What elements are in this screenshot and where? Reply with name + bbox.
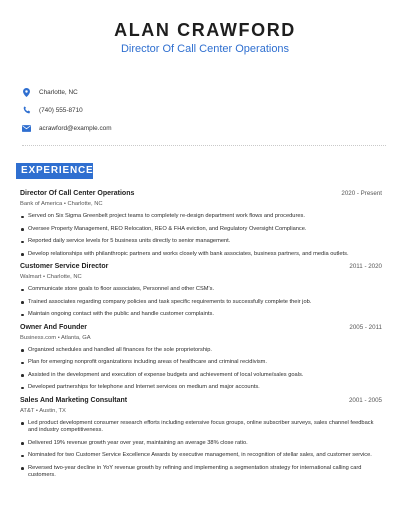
list-item: Reversed two-year decline in YoY revenue growth by refining and implementing a segmentation strategy for international calling card customers. bbox=[20, 465, 382, 480]
job-title: Sales And Marketing Consultant bbox=[20, 396, 128, 404]
candidate-name: ALAN CRAWFORD bbox=[114, 20, 296, 40]
job-bullets bbox=[20, 347, 382, 392]
contact-phone bbox=[22, 101, 112, 119]
list-item: Led product development consumer research efforts including extensive focus groups, online subscriber surveys, sales channel feedback and industry competitiveness. bbox=[20, 420, 382, 435]
list-item: Maintain ongoing contact with the public and handle customer complaints. bbox=[20, 311, 382, 319]
job-bullets bbox=[20, 286, 382, 319]
email-icon bbox=[22, 124, 31, 133]
location-text: Charlotte, NC bbox=[39, 88, 78, 96]
job-employer: Bank of America • Charlotte, NC bbox=[20, 201, 103, 207]
list-item: Oversee Property Management, REO Relocation, REO & FHA eviction, and Regulatory Oversight Compliance. bbox=[20, 226, 382, 234]
experience-list bbox=[20, 190, 382, 485]
list-item: Served on Six Sigma Greenbelt project teams to completely re-design department work flows and procedures. bbox=[20, 213, 382, 221]
list-item: Plan for emerging nonprofit organizations including areas of healthcare and criminal recidivism. bbox=[20, 359, 382, 367]
phone-text: (740) 555-8710 bbox=[39, 106, 83, 114]
list-item: Delivered 19% revenue growth year over year, maintaining an average 38% close ratio. bbox=[20, 440, 382, 448]
contact-list bbox=[22, 83, 112, 137]
job-dates: 2001 - 2005 bbox=[348, 396, 382, 404]
job-title: Owner And Founder bbox=[20, 323, 88, 331]
job-entry bbox=[20, 397, 382, 480]
list-item: Developed partnerships for telephone and Internet services on medium and major accounts. bbox=[20, 384, 382, 392]
job-dates: 2020 - Present bbox=[341, 190, 382, 197]
job-entry bbox=[20, 263, 382, 319]
job-dates: 2011 - 2020 bbox=[349, 263, 382, 270]
list-item: Organized schedules and handled all finances for the sole proprietorship. bbox=[20, 347, 382, 355]
experience-heading: EXPERIENCE bbox=[16, 163, 93, 179]
job-bullets bbox=[20, 420, 382, 480]
job-bullets bbox=[20, 213, 382, 258]
email-text: acrawford@example.com bbox=[39, 124, 112, 132]
list-item: Assisted in the development and execution of expense budgets and achievement of local volume/sales goals. bbox=[20, 372, 382, 380]
list-item: Reported daily service levels for 5 business units directly to senior management. bbox=[20, 238, 382, 246]
job-employer: Walmart • Charlotte, NC bbox=[20, 274, 82, 280]
list-item: Communicate store goals to floor associates, Personnel and other CSM's. bbox=[20, 286, 382, 294]
job-title: Customer Service Director bbox=[20, 263, 109, 270]
contact-location bbox=[22, 83, 112, 101]
job-dates: 2005 - 2011 bbox=[349, 323, 382, 331]
contact-email bbox=[22, 119, 112, 137]
list-item: Nominated for two Customer Service Excellence Awards by executive management, in recognition of stellar sales, and customer service. bbox=[20, 452, 382, 460]
job-employer: Business.com • Atlanta, GA bbox=[20, 334, 91, 341]
job-employer: AT&T • Austin, TX bbox=[20, 407, 66, 414]
candidate-title: Director Of Call Center Operations bbox=[120, 43, 290, 55]
resume-header bbox=[0, 20, 410, 56]
job-entry bbox=[20, 190, 382, 258]
location-pin-icon bbox=[22, 88, 31, 97]
list-item: Trained associates regarding company policies and task specific requirements to successfully complete their job. bbox=[20, 299, 382, 307]
job-entry bbox=[20, 324, 382, 392]
phone-icon bbox=[22, 106, 31, 115]
header-divider bbox=[22, 145, 386, 146]
list-item: Develop relationships with philanthropic partners and works closely with bank associates, business partners, and media outlets. bbox=[20, 251, 382, 259]
job-title: Director Of Call Center Operations bbox=[20, 190, 135, 197]
